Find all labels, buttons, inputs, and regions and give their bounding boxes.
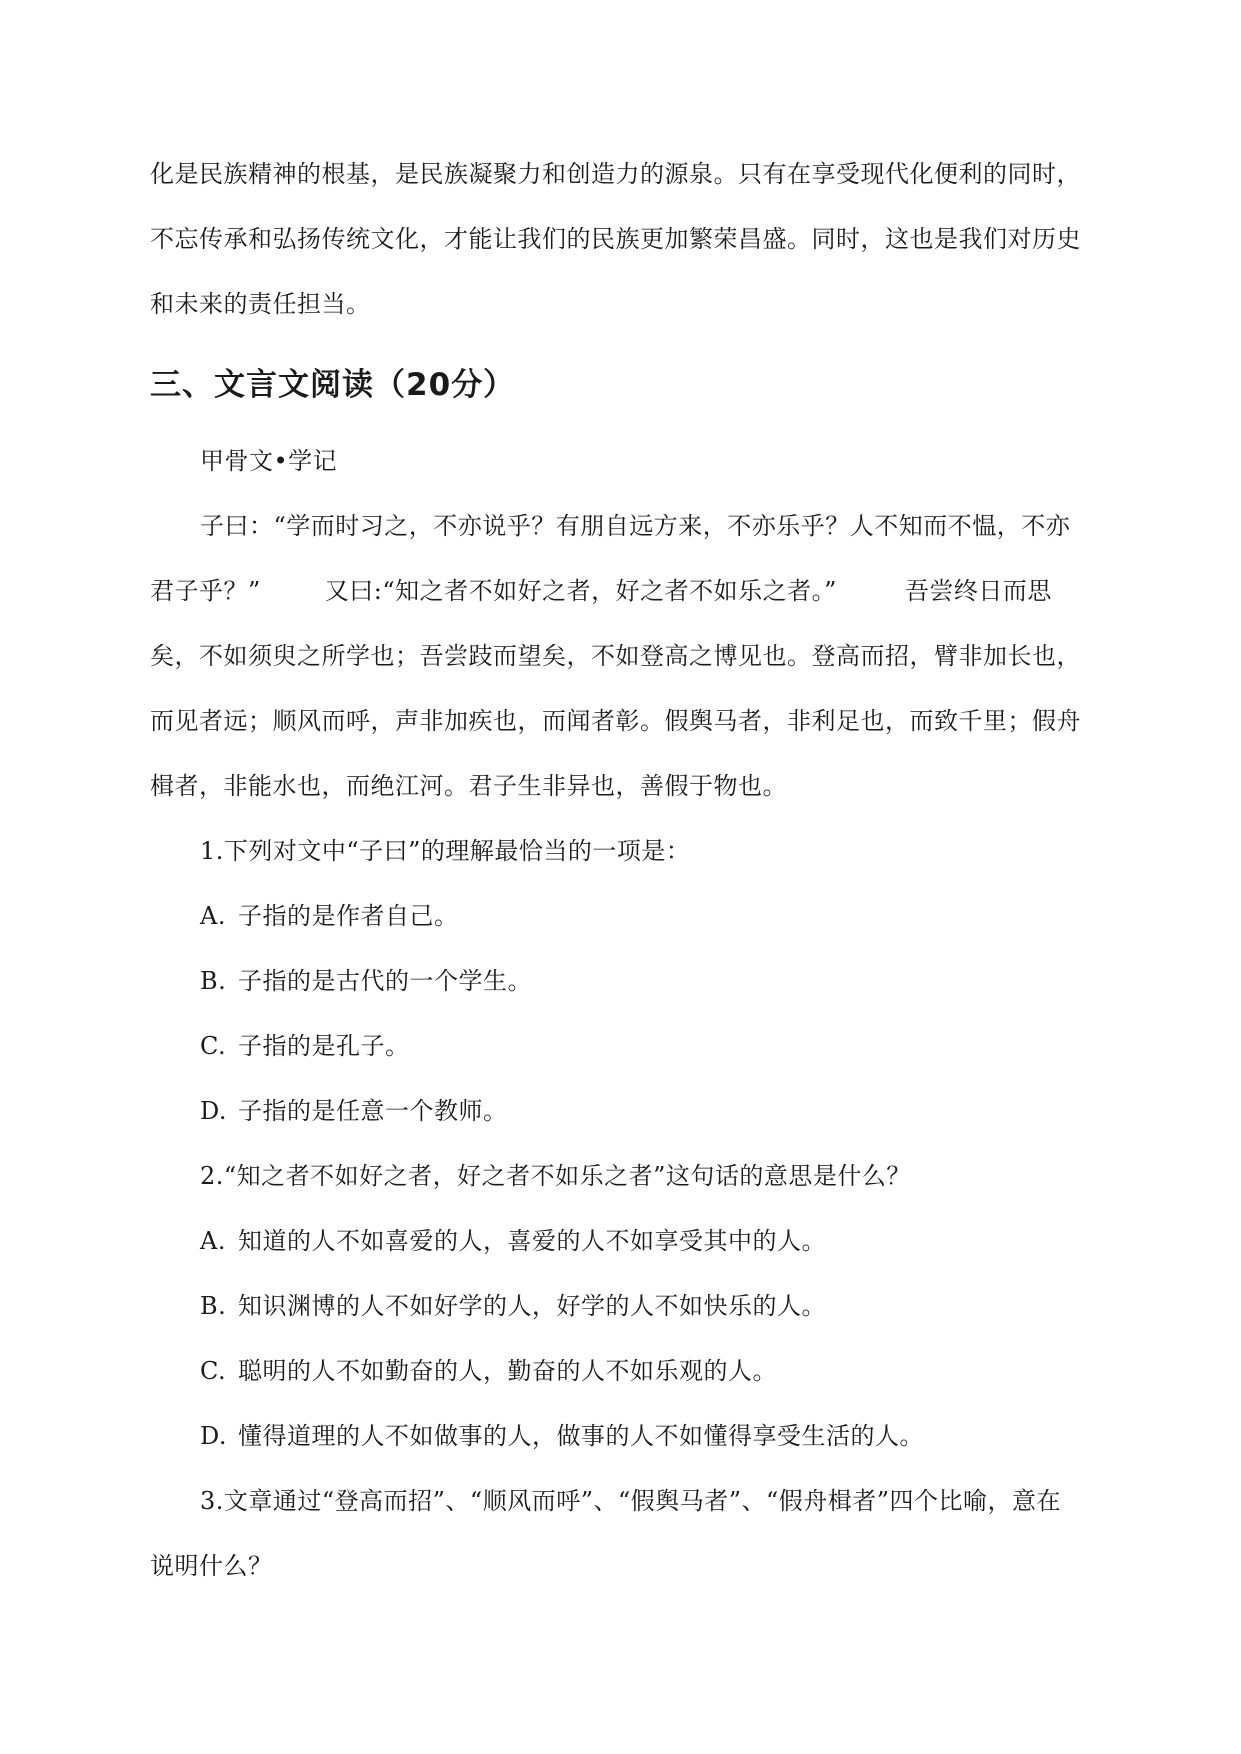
option-text: 子指的是古代的一个学生。 xyxy=(238,967,532,995)
option-text: 聪明的人不如勤奋的人，勤奋的人不如乐观的人。 xyxy=(238,1357,777,1385)
option-letter: D. xyxy=(200,1422,228,1450)
answer-option xyxy=(200,949,1100,1014)
passage-fragment: 君子乎？” xyxy=(150,577,261,605)
option-letter: B. xyxy=(200,967,227,995)
answer-option xyxy=(200,1079,1100,1144)
question-stem: 3.文章通过“登高而招”、“顺风而呼”、“假舆马者”、“假舟楫者”四个比喻，意在 xyxy=(200,1487,1062,1515)
option-letter: A. xyxy=(200,1227,226,1255)
answer-option xyxy=(200,1209,1100,1274)
question-stem: 2.“知之者不如好之者，好之者不如乐之者”这句话的意思是什么？ xyxy=(200,1162,911,1190)
page-content xyxy=(150,142,1100,1599)
option-text: 懂得道理的人不如做事的人，做事的人不如懂得享受生活的人。 xyxy=(238,1422,924,1450)
option-text: 子指的是任意一个教师。 xyxy=(238,1097,508,1125)
answer-option xyxy=(200,1404,1100,1469)
passage-text xyxy=(150,494,1100,819)
passage-fragment: 又曰:“知之者不如好之者，好之者不如乐之者。” xyxy=(324,577,837,605)
option-text: 子指的是作者自己。 xyxy=(238,902,459,930)
intro-line: 和未来的责任担当。 xyxy=(150,290,371,318)
option-letter: A. xyxy=(200,902,226,930)
question-2 xyxy=(150,1144,1100,1469)
option-letter: C. xyxy=(200,1357,227,1385)
passage-line: 子曰：“学而时习之，不亦说乎？有朋自远方来，不亦乐乎？人不知而不愠，不亦 xyxy=(200,512,1071,540)
question-3 xyxy=(150,1469,1100,1599)
question-1 xyxy=(150,819,1100,1144)
question-stem: 1.下列对文中“子曰”的理解最恰当的一项是： xyxy=(200,837,691,865)
passage-fragment: 吾尝终日而思 xyxy=(904,577,1052,605)
option-letter: B. xyxy=(200,1292,227,1320)
intro-line: 不忘传承和弘扬传统文化，才能让我们的民族更加繁荣昌盛。同时，这也是我们对历史 xyxy=(150,225,1081,253)
passage-title: 甲骨文•学记 xyxy=(200,447,338,475)
answer-option xyxy=(200,884,1100,949)
option-letter: C. xyxy=(200,1032,227,1060)
answer-option xyxy=(200,1274,1100,1339)
intro-line: 化是民族精神的根基，是民族凝聚力和创造力的源泉。只有在享受现代化便利的同时， xyxy=(150,160,1081,188)
answer-option xyxy=(200,1014,1100,1079)
section-heading: 三、文言文阅读（20分） xyxy=(150,367,516,403)
passage-line: 矣，不如须臾之所学也；吾尝跂而望矣，不如登高之博见也。登高而招，臂非加长也， xyxy=(150,642,1081,670)
option-letter: D. xyxy=(200,1097,228,1125)
option-text: 子指的是孔子。 xyxy=(238,1032,410,1060)
passage-line: 而见者远；顺风而呼，声非加疾也，而闻者彰。假舆马者，非利足也，而致千里；假舟 xyxy=(150,707,1081,735)
passage-line: 楫者，非能水也，而绝江河。君子生非异也，善假于物也。 xyxy=(150,772,787,800)
option-text: 知道的人不如喜爱的人，喜爱的人不如享受其中的人。 xyxy=(238,1227,826,1255)
option-text: 知识渊博的人不如好学的人，好学的人不如快乐的人。 xyxy=(238,1292,826,1320)
question-stem: 说明什么？ xyxy=(150,1552,273,1580)
intro-paragraph xyxy=(150,142,1100,337)
passage-line xyxy=(150,559,1100,624)
answer-option xyxy=(200,1339,1100,1404)
